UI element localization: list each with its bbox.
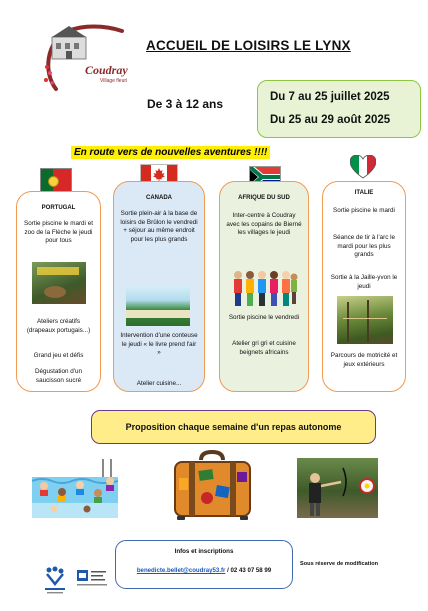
tagline: En route vers de nouvelles aventures !!!!	[71, 146, 270, 159]
banner-text: Proposition chaque semaine d'un repas autonome	[125, 422, 342, 432]
phone-number: / 02 43 07 58 99	[227, 567, 272, 574]
activity-text: Sortie piscine le mardi	[333, 207, 395, 214]
activity-text: Sortie piscine le mardi et zoo de la Flèche le jeudi pour tous	[24, 220, 93, 244]
lake-photo	[126, 286, 190, 326]
logo-swoosh-icon	[38, 23, 134, 95]
italy-heart-flag-icon	[350, 155, 376, 179]
activity-text: Atelier cuisine...	[136, 380, 182, 387]
suitcase-illustration	[171, 450, 254, 521]
autonomous-meal-banner	[91, 410, 376, 444]
coudray-logo	[38, 23, 134, 95]
msa-logo	[76, 568, 108, 590]
country-name: CANADA	[146, 195, 172, 201]
swimming-illustration	[32, 459, 118, 518]
forest-course-photo	[337, 296, 393, 344]
country-box-italie	[322, 181, 406, 392]
activity-text: Sortie à la Jaille-yvon le jeudi	[330, 274, 398, 290]
page-title: ACCUEIL DE LOISIRS LE LYNX	[146, 38, 351, 53]
activity-text: Séance de tir à l'arc le mardi pour les plus grands	[332, 234, 396, 258]
dates-box	[257, 80, 421, 138]
activity-text: Sortie plein-air à la base de loisirs de Brûlon le vendredi + séjour au même endroit pour les plus grands	[120, 210, 198, 243]
zoo-photo	[32, 262, 86, 304]
country-name: PORTUGAL	[41, 205, 76, 211]
info-title: Infos et inscriptions	[174, 548, 234, 555]
contact-line	[116, 567, 292, 574]
date-july: Du 7 au 25 juillet 2025	[270, 91, 390, 103]
activity-text: Dégustation d'un saucisson sucré	[34, 368, 83, 384]
logo-subtitle: Village fleuri	[100, 78, 128, 84]
activity-text: Atelier gri gri et cuisine beignets africains	[232, 340, 296, 356]
children-illustration	[232, 267, 298, 309]
logo-brand: Coudray	[85, 63, 128, 77]
country-box-canada	[113, 181, 205, 392]
date-august: Du 25 au 29 août 2025	[270, 114, 391, 126]
activity-text: Grand jeu et défis	[33, 352, 84, 359]
country-box-afrique-du-sud	[219, 181, 309, 392]
age-range: De 3 à 12 ans	[147, 97, 224, 111]
country-name: ITALIE	[354, 190, 374, 196]
activity-text: Ateliers créatifs (drapeaux portugais...)	[26, 318, 91, 334]
activity-text: Inter-centre à Coudray avec les copains de Bierné les villages le jeudi	[226, 212, 302, 236]
country-box-portugal	[16, 191, 101, 392]
caf-logo	[43, 566, 67, 596]
reserve-notice: Sous réserve de modification	[300, 561, 379, 567]
archery-photo	[297, 458, 378, 518]
info-box	[115, 540, 293, 589]
activity-text: Sortie piscine le vendredi	[228, 314, 300, 321]
country-name: AFRIQUE DU SUD	[238, 195, 290, 201]
activity-text: Intervention d'une conteuse le jeudi « le livre prend l'air »	[120, 332, 198, 356]
email-link[interactable]: benedicte.bellet@coudray53.fr	[136, 567, 226, 574]
activity-text: Parcours de motricité et jeux extérieurs	[330, 352, 398, 368]
